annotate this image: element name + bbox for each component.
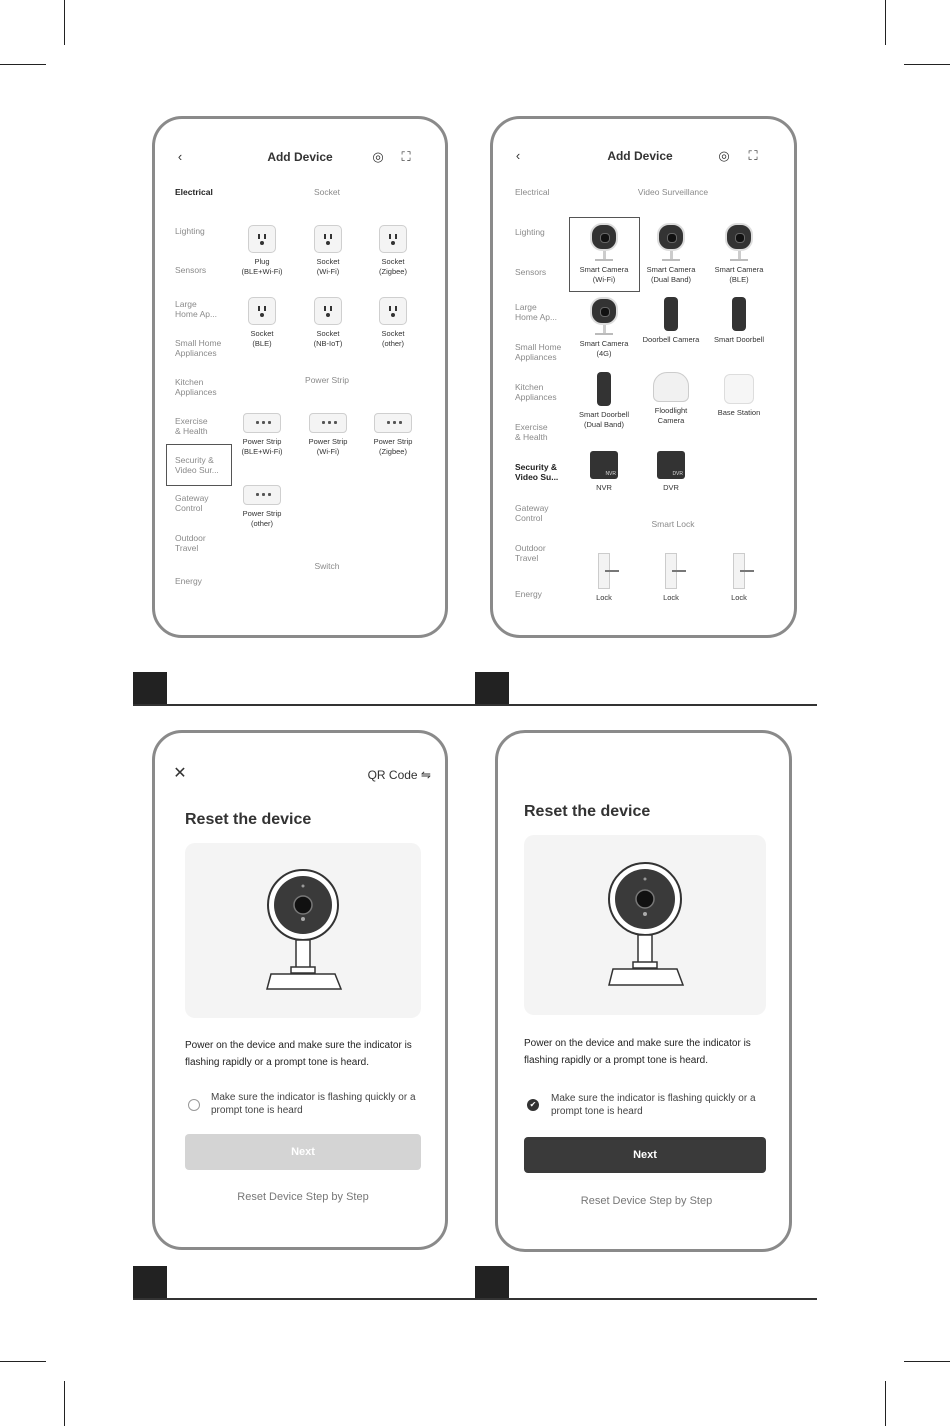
power-strip-icon: [243, 485, 281, 505]
selected-category-frame: [166, 444, 232, 486]
crop-mark: [0, 1361, 46, 1362]
smart-camera-icon: [571, 297, 637, 335]
device-item[interactable]: [571, 553, 637, 603]
crop-mark: [885, 0, 886, 45]
device-item-label: Power Strip (Zigbee): [373, 437, 413, 456]
next-button[interactable]: Next: [524, 1137, 766, 1173]
device-item[interactable]: [638, 449, 704, 493]
device-item[interactable]: [360, 297, 426, 349]
smart-lock-icon: [598, 553, 610, 589]
socket-icon: [314, 225, 342, 253]
camera-base: [595, 259, 613, 261]
next-button[interactable]: Next: [185, 1134, 421, 1170]
scan-target-icon[interactable]: ◎: [372, 149, 384, 164]
back-chevron-icon[interactable]: ‹: [177, 149, 183, 164]
step-number-block: [133, 1266, 167, 1300]
category-item[interactable]: Lighting: [175, 226, 205, 236]
device-item[interactable]: [638, 297, 704, 345]
step-number-block: [475, 672, 509, 706]
step-number-block: [133, 672, 167, 706]
category-item[interactable]: Electrical: [515, 187, 550, 197]
page-title: Add Device: [607, 149, 673, 163]
device-item[interactable]: [360, 409, 426, 457]
camera-base: [730, 259, 748, 261]
section-title-socket: Socket: [314, 187, 340, 197]
device-item-label: Socket (Zigbee): [379, 257, 407, 276]
phone-screen-reset-unchecked: [152, 730, 448, 1250]
device-item-label: Smart Camera (Wi-Fi): [579, 265, 629, 284]
camera-illustration: [185, 843, 421, 1018]
socket-hole: [326, 313, 330, 317]
phone-screen-add-device-electrical: [152, 116, 448, 638]
section-title-power-strip: Power Strip: [305, 375, 349, 385]
lock-handle: [605, 570, 619, 572]
camera-lens: [590, 297, 618, 325]
confirm-checkbox-label: Make sure the indicator is flashing quickly or a prompt tone is heard: [211, 1092, 416, 1116]
phone-screen-reset-checked: [495, 730, 792, 1252]
instruction-text: Power on the device and make sure the indicator is flashing rapidly or a prompt tone is heard.: [185, 1040, 412, 1068]
strip-outlet: [262, 421, 265, 424]
camera-stand: [603, 251, 606, 259]
divider-line: [475, 1298, 817, 1300]
qr-code-toggle[interactable]: QR Code ⇋: [367, 768, 431, 782]
device-item-label: Smart Camera (BLE): [714, 265, 764, 284]
strip-outlet: [256, 493, 259, 496]
category-item[interactable]: Exercise & Health: [515, 422, 548, 442]
device-item-label: Socket (Wi-Fi): [316, 257, 340, 276]
device-item[interactable]: [706, 297, 772, 345]
floodlight-camera-icon: [653, 372, 689, 402]
strip-outlet: [262, 493, 265, 496]
socket-hole: [391, 313, 395, 317]
power-strip-icon: [243, 413, 281, 433]
camera-stand: [603, 325, 606, 333]
crop-mark: [0, 64, 46, 65]
category-item[interactable]: Gateway Control: [515, 503, 549, 523]
section-title-video-surveillance: Video Surveillance: [637, 187, 709, 197]
device-item-label: Power Strip (BLE+Wi-Fi): [241, 437, 283, 456]
strip-outlet: [268, 493, 271, 496]
divider-line: [133, 704, 475, 706]
socket-hole: [260, 241, 264, 245]
close-icon[interactable]: ✕: [173, 765, 187, 782]
doorbell-icon: [597, 372, 611, 406]
power-strip-icon: [374, 413, 412, 433]
category-item[interactable]: Electrical: [175, 187, 213, 197]
category-item[interactable]: Large Home Ap...: [175, 299, 218, 319]
category-item[interactable]: Kitchen Appliances: [515, 382, 557, 402]
socket-icon: [379, 297, 407, 325]
device-item-label: Power Strip (Wi-Fi): [308, 437, 348, 456]
doorbell-icon: [732, 297, 746, 331]
crop-mark: [885, 1381, 886, 1426]
strip-outlet: [393, 421, 396, 424]
strip-outlet: [268, 421, 271, 424]
device-item[interactable]: [706, 553, 772, 603]
device-item-label: Floodlight Camera: [654, 406, 688, 425]
device-item[interactable]: [295, 297, 361, 349]
device-item-label: Smart Camera (Dual Band): [646, 265, 696, 284]
section-title-switch: Switch: [314, 561, 340, 571]
category-item[interactable]: Sensors: [515, 267, 547, 277]
lock-handle: [672, 570, 686, 572]
smart-lock-icon: [733, 553, 745, 589]
category-item[interactable]: Exercise & Health: [175, 416, 208, 436]
nvr-badge: NVR: [605, 471, 616, 477]
reset-step-by-step-link[interactable]: Reset Device Step by Step: [580, 1195, 713, 1207]
camera-lens: [590, 223, 618, 251]
category-item[interactable]: Lighting: [515, 227, 545, 237]
device-item-label: Base Station: [717, 408, 761, 417]
camera-stand: [738, 251, 741, 259]
strip-outlet: [387, 421, 390, 424]
camera-base: [595, 333, 613, 335]
category-item[interactable]: Outdoor Travel: [175, 533, 206, 553]
divider-line: [133, 1298, 475, 1300]
smart-lock-icon: [665, 553, 677, 589]
section-title-smart-lock: Smart Lock: [651, 519, 695, 529]
socket-icon: [379, 225, 407, 253]
smart-camera-icon: [638, 223, 704, 261]
socket-hole: [326, 241, 330, 245]
category-item[interactable]: Gateway Control: [175, 493, 209, 513]
smart-camera-icon: [571, 223, 637, 261]
category-item[interactable]: Small Home Appliances: [175, 338, 222, 358]
device-illustration-panel: [524, 835, 766, 1015]
device-item[interactable]: [571, 449, 637, 493]
scan-target-icon[interactable]: ◎: [718, 148, 730, 163]
device-item-label: Smart Doorbell (Dual Band): [578, 410, 630, 429]
socket-icon: [248, 297, 276, 325]
crop-mark: [904, 1361, 950, 1362]
device-item[interactable]: [229, 481, 295, 529]
reset-heading: Reset the device: [524, 803, 651, 820]
strip-outlet: [334, 421, 337, 424]
crop-mark: [64, 1381, 65, 1426]
device-item-label: Socket (other): [381, 329, 405, 348]
category-item[interactable]: Small Home Appliances: [515, 342, 562, 362]
socket-icon: [314, 297, 342, 325]
device-item[interactable]: [706, 372, 772, 418]
device-item[interactable]: [638, 223, 704, 285]
device-illustration-panel: [185, 843, 421, 1018]
camera-stand: [670, 251, 673, 259]
strip-outlet: [322, 421, 325, 424]
socket-hole: [260, 313, 264, 317]
category-item[interactable]: Energy: [515, 589, 542, 599]
device-item[interactable]: [571, 223, 637, 285]
category-item[interactable]: Sensors: [175, 265, 207, 275]
device-item-label: Smart Doorbell: [713, 335, 765, 344]
reset-step-by-step-link[interactable]: Reset Device Step by Step: [237, 1191, 369, 1203]
device-item-label: Socket (BLE): [250, 329, 274, 348]
camera-lens: [725, 223, 753, 251]
phone-screen-add-device-security: [490, 116, 797, 638]
instruction-text: Power on the device and make sure the indicator is flashing rapidly or a prompt tone is heard.: [524, 1038, 751, 1066]
checkmark-icon: ✔: [529, 1100, 537, 1109]
device-item[interactable]: [229, 297, 295, 349]
device-item[interactable]: [571, 372, 637, 430]
category-item[interactable]: Large Home Ap...: [515, 302, 558, 322]
device-item-label: NVR: [596, 483, 612, 492]
device-item[interactable]: [295, 225, 361, 277]
qr-scan-icon[interactable]: ⛶: [748, 148, 758, 163]
device-item-label: Smart Camera (4G): [579, 339, 629, 358]
reset-heading: Reset the device: [185, 811, 312, 828]
category-item[interactable]: Kitchen Appliances: [175, 377, 217, 397]
power-strip-icon: [309, 413, 347, 433]
device-item-label: DVR: [663, 483, 679, 492]
doorbell-icon: [664, 297, 678, 331]
page-title: Add Device: [267, 150, 333, 164]
camera-illustration: [524, 835, 766, 1015]
category-item[interactable]: Outdoor Travel: [515, 543, 546, 563]
device-item-label: Power Strip (other): [242, 509, 282, 528]
dvr-icon: [657, 451, 685, 479]
device-item[interactable]: [706, 223, 772, 285]
category-item[interactable]: Security & Video Sur...: [175, 455, 219, 475]
smart-camera-icon: [706, 223, 772, 261]
confirm-checkbox-label: Make sure the indicator is flashing quickly or a prompt tone is heard: [551, 1093, 756, 1117]
device-item[interactable]: [295, 409, 361, 457]
strip-outlet: [256, 421, 259, 424]
confirm-checkbox[interactable]: [188, 1099, 200, 1111]
strip-outlet: [328, 421, 331, 424]
back-chevron-icon[interactable]: ‹: [515, 148, 521, 163]
device-item-label: Lock: [663, 593, 679, 602]
camera-lens: [657, 223, 685, 251]
step-number-block: [475, 1266, 509, 1300]
device-item-label: Socket (NB-IoT): [313, 329, 343, 348]
socket-icon: [248, 225, 276, 253]
camera-base: [662, 259, 680, 261]
lock-handle: [740, 570, 754, 572]
crop-mark: [904, 64, 950, 65]
device-item[interactable]: [360, 225, 426, 277]
device-item[interactable]: [638, 553, 704, 603]
device-item[interactable]: [229, 409, 295, 457]
device-item-label: Lock: [596, 593, 612, 602]
device-item-label: Lock: [731, 593, 747, 602]
qr-scan-icon[interactable]: ⛶: [401, 149, 411, 164]
crop-mark: [64, 0, 65, 45]
nvr-icon: [590, 451, 618, 479]
dvr-badge: DVR: [672, 471, 683, 477]
base-station-icon: [724, 374, 754, 404]
socket-hole: [391, 241, 395, 245]
category-item[interactable]: Security & Video Su...: [515, 462, 559, 482]
device-item-label: Doorbell Camera: [642, 335, 700, 344]
strip-outlet: [399, 421, 402, 424]
device-item[interactable]: [571, 297, 637, 359]
device-item[interactable]: [229, 225, 295, 277]
confirm-checkbox[interactable]: [527, 1099, 539, 1111]
divider-line: [475, 704, 817, 706]
category-item[interactable]: Energy: [175, 576, 202, 586]
device-item-label: Plug (BLE+Wi-Fi): [241, 257, 283, 276]
device-item[interactable]: [638, 372, 704, 426]
